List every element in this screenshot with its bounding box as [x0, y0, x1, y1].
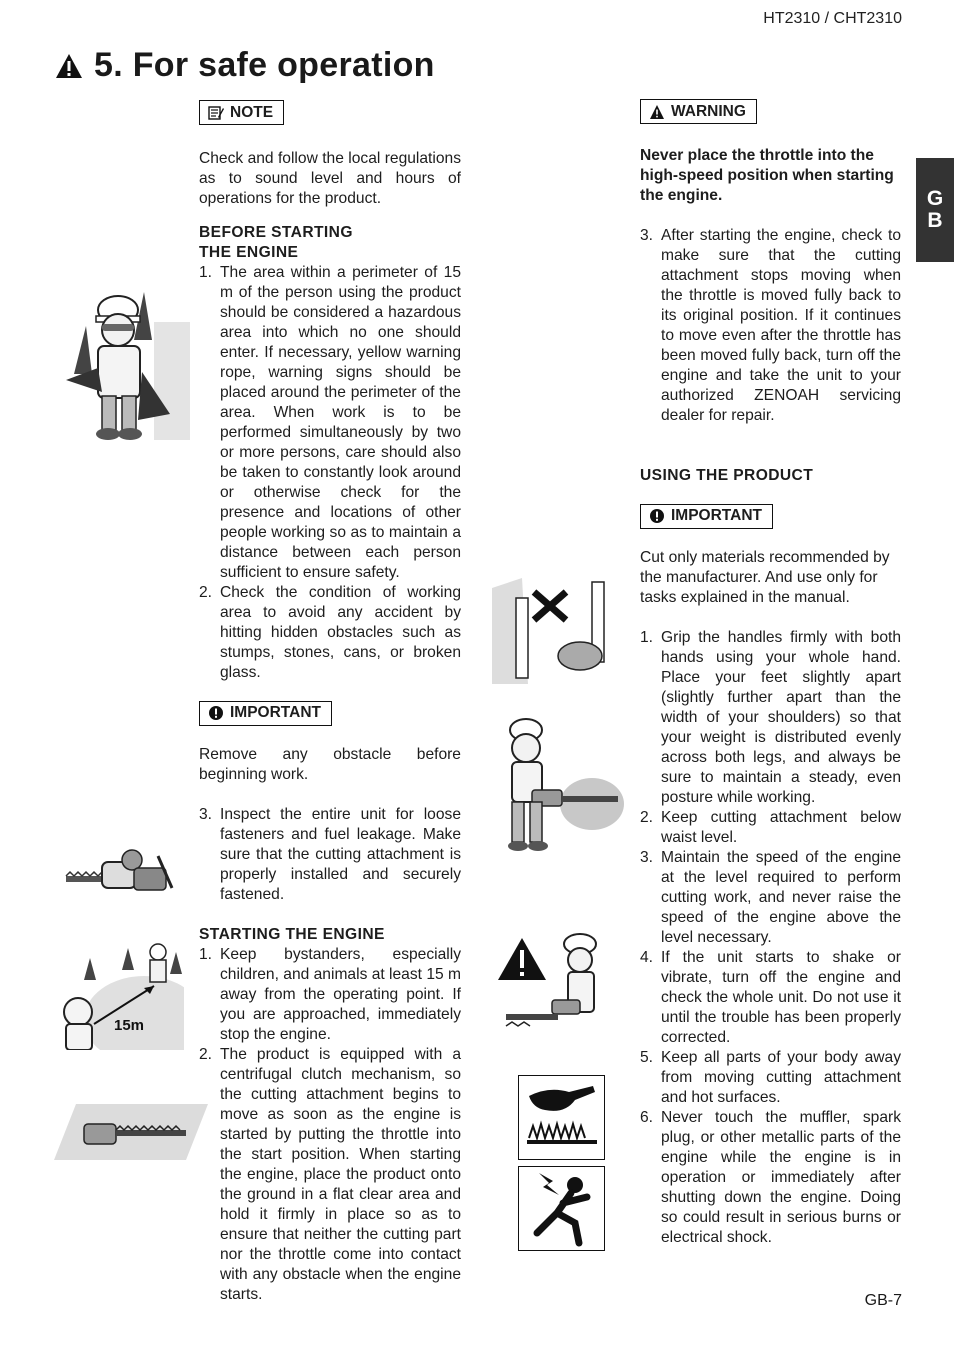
- list-item: [640, 1048, 901, 1108]
- list-item: [640, 628, 901, 808]
- exclamation-circle-icon: [649, 508, 665, 524]
- inspect-list: [199, 805, 461, 905]
- page-number: GB-7: [864, 1292, 902, 1309]
- warning-tag-label: WARNING: [671, 102, 746, 120]
- list-num: 2.: [199, 583, 213, 601]
- after-start-list: [640, 226, 901, 426]
- trimmer-on-ground-illustration: [54, 1104, 208, 1160]
- list-num: 1.: [199, 946, 213, 963]
- important-text: Remove any obstacle before beginning work.: [199, 746, 461, 783]
- lang-tab-letter: G: [926, 187, 944, 210]
- list-item: [640, 848, 901, 948]
- list-text: Keep bystanders, especially children, and animals at least 15 m away from the operating point. If you are approached, immediately stop the engine.: [220, 946, 461, 1043]
- note-text: Check and follow the local regulations as to sound level and hours of operations for the product.: [199, 149, 461, 207]
- list-text: After starting the engine, check to make sure that the cutting attachment stops moving when the throttle is moved fully back to its original position. If it continues to move even after the throttle has been moved fully back, turn off the engine and take the unit to your authorized ZENOAH servicing dealer for repair.: [661, 226, 901, 424]
- list-num: 4.: [640, 949, 654, 966]
- starting-engine-heading: STARTING THE ENGINE: [199, 926, 385, 943]
- starting-engine-list: [199, 945, 461, 1305]
- language-tab: [916, 158, 954, 262]
- warning-triangle-icon: [54, 52, 84, 80]
- list-num: 2.: [199, 1046, 213, 1063]
- list-text: If the unit starts to shake or vibrate, turn off the engine and check the whole unit. Do not use it until the trouble has been properly corrected.: [661, 949, 901, 1046]
- before-starting-list: [199, 263, 461, 683]
- important-text: Cut only materials recommended by the manufacturer. And use only for tasks explained in the manual.: [640, 549, 890, 606]
- list-text: Maintain the speed of the engine at the level required to perform cutting work, and never raise the speed of the engine above the level necessary.: [661, 849, 901, 946]
- list-num: 3.: [640, 226, 654, 244]
- list-text: Inspect the entire unit for loose fasteners and fuel leakage. Make sure that the cutting attachment is properly installed and securely fastened.: [220, 806, 461, 903]
- model-number: HT2310 / CHT2310: [763, 10, 902, 27]
- list-item: [199, 263, 461, 583]
- important-tag-label: IMPORTANT: [230, 704, 321, 721]
- note-icon: [208, 105, 224, 121]
- list-num: 1.: [640, 629, 654, 646]
- bystander-distance-illustration: [54, 940, 184, 1050]
- list-text: Keep all parts of your body away from moving cutting attachment and hot surfaces.: [661, 1049, 901, 1106]
- list-item: [199, 805, 461, 905]
- list-num: 6.: [640, 1109, 654, 1126]
- list-item: [640, 226, 901, 426]
- left-column: [199, 100, 461, 1305]
- list-text: The area within a perimeter of 15 m of the person using the product should be considered a hazardous area into which no one should enter. If necessary, yellow warning rope, warning signs should be placed around the perimeter of the area. When work is to be performed simultaneously by two or more persons, care should also be taken to constantly look around or otherwise check for the presence and locations of other people working so as to maintain a distance between each person sufficient to ensure safety.: [220, 263, 461, 581]
- right-column: [640, 99, 901, 1248]
- list-num: 2.: [640, 809, 654, 826]
- list-text: Keep cutting attachment below waist level.: [661, 809, 901, 846]
- list-num: 5.: [640, 1049, 654, 1066]
- important-tag: [640, 504, 773, 529]
- list-item: [640, 808, 901, 848]
- warning-text: Never place the throttle into the high-speed position when starting the engine.: [640, 146, 894, 204]
- page-title: [54, 46, 435, 85]
- important-tag-label: IMPORTANT: [671, 507, 762, 524]
- list-text: The product is equipped with a centrifugal clutch mechanism, so the cutting attachment begins to move as soon as the engine is started by putting the throttle into the start position. When starting the engine, place the product onto the ground in a flat clear area and hold it firmly in place so as to ensure that neither the cutting part nor the throttle come into contact with any obstacle when the engine starts.: [220, 1046, 461, 1303]
- worker-with-cones-illustration: [62, 288, 192, 444]
- important-tag: [199, 701, 332, 726]
- note-tag: [199, 100, 284, 125]
- list-text: Never touch the muffler, spark plug, or other metallic parts of the engine while the engine is in operation or immediately after shutting down the engine. Doing so could result in serious burns or electrical shock.: [661, 1109, 901, 1246]
- list-num: 1.: [199, 263, 213, 281]
- note-tag-label: NOTE: [230, 103, 274, 121]
- before-starting-heading-line2: THE ENGINE: [199, 243, 299, 261]
- proper-posture-illustration: [492, 716, 624, 856]
- before-starting-heading: BEFORE STARTING: [199, 223, 353, 241]
- warning-triangle-icon: [649, 104, 665, 120]
- exclamation-circle-icon: [208, 705, 224, 721]
- distance-label: 15m: [114, 1017, 145, 1034]
- vibration-warning-illustration: [492, 930, 612, 1050]
- list-text: Check the condition of working area to avoid any accident by hitting hidden obstacles such as stumps, stones, cans, or broken glass.: [220, 583, 461, 681]
- list-num: 3.: [199, 806, 213, 823]
- page-title-text: 5. For safe operation: [94, 46, 435, 84]
- list-item: [199, 583, 461, 683]
- list-text: Grip the handles firmly with both hands using your whole hand. Place your feet slightly apart (slightly further apart than the width of your shoulders) so that your weight is distributed evenly across both legs, and always be sure to maintain a steady, even posture while working.: [661, 629, 901, 806]
- electric-shock-icon: [518, 1166, 605, 1251]
- list-item: [199, 945, 461, 1045]
- using-product-list: [640, 628, 901, 1248]
- no-improper-materials-illustration: [492, 578, 624, 684]
- list-num: 3.: [640, 849, 654, 866]
- lang-tab-letter: B: [927, 209, 943, 232]
- list-item: [640, 1108, 901, 1248]
- list-item: [199, 1045, 461, 1305]
- using-product-heading: USING THE PRODUCT: [640, 466, 814, 484]
- warning-tag: [640, 99, 757, 124]
- hot-surface-hand-icon: [518, 1075, 605, 1160]
- hedge-trimmer-inspection-illustration: [62, 846, 174, 898]
- list-item: [640, 948, 901, 1048]
